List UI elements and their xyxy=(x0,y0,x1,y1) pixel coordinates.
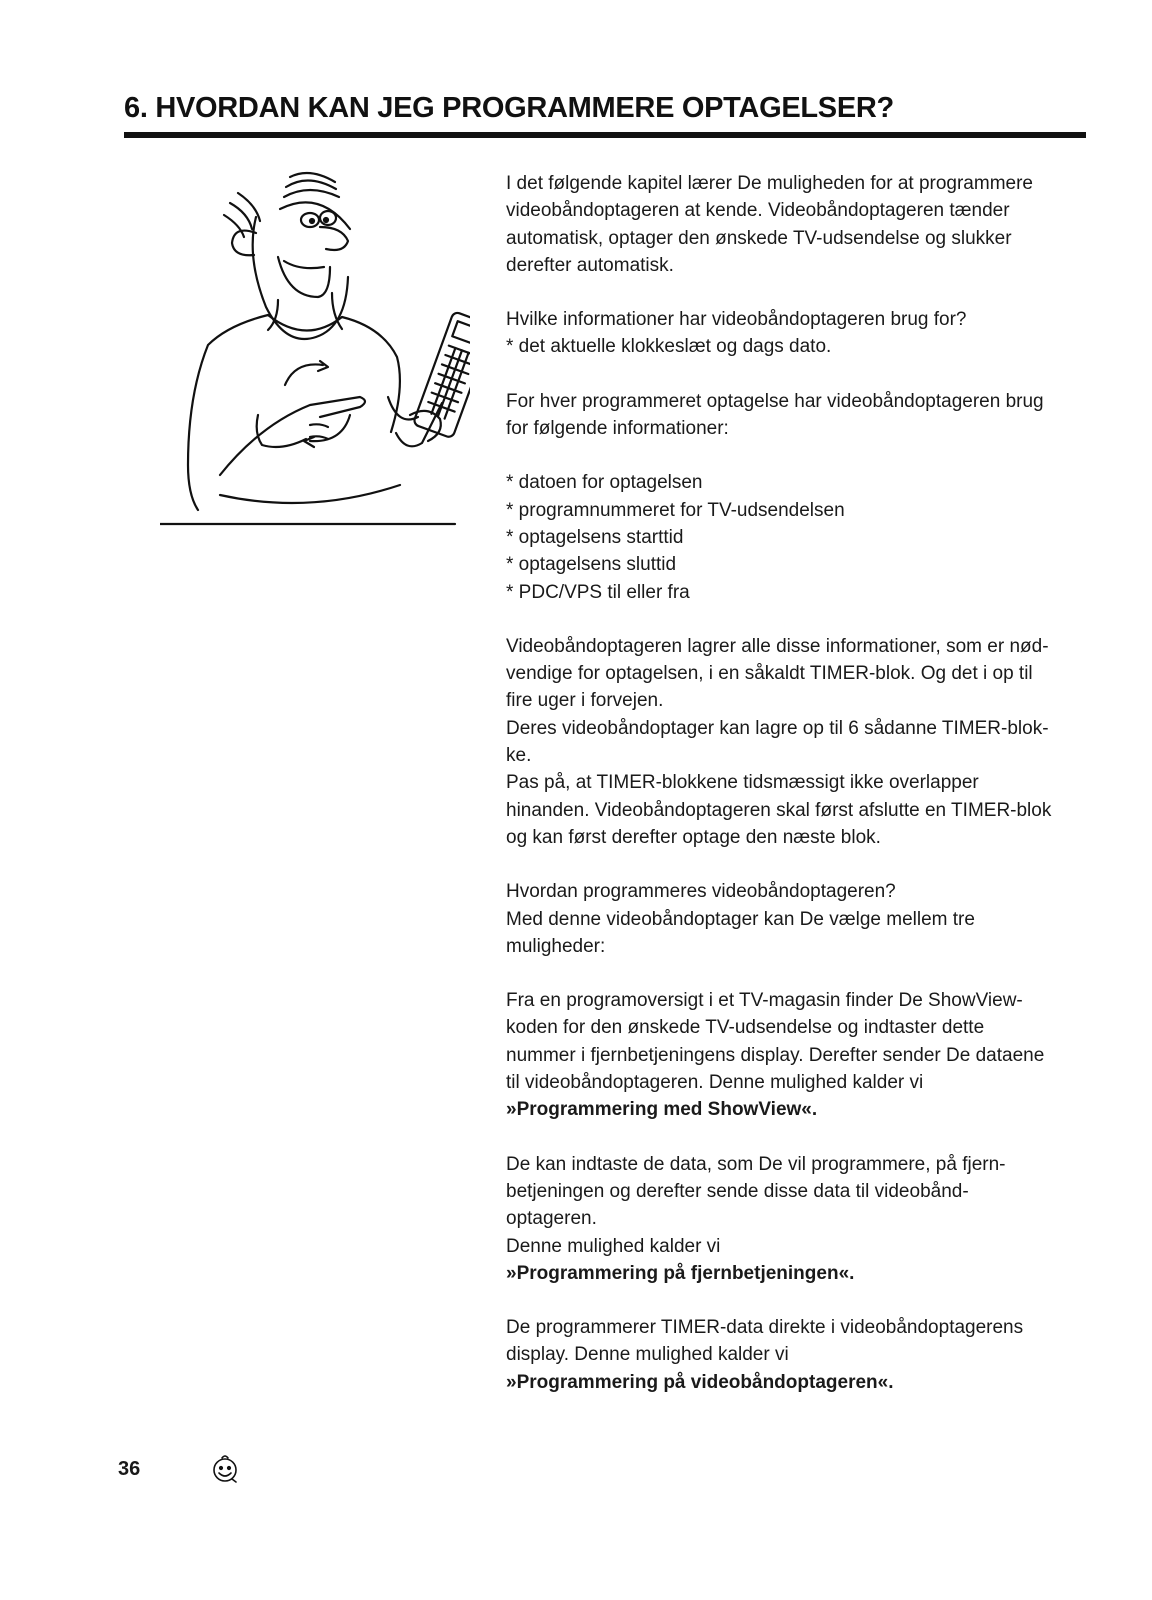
how-line: muligheder: xyxy=(506,935,606,957)
showview-line: Fra en programoversigt i et TV-magasin finder De ShowView- xyxy=(506,990,1023,1012)
vcr-line: display. Denne mulighed kalder vi xyxy=(506,1344,789,1366)
main-text-column xyxy=(506,170,1096,1396)
smiley-icon xyxy=(208,1452,242,1486)
info-list-item: * optagelsens starttid xyxy=(506,526,684,548)
title-underline xyxy=(124,132,1086,138)
showview-line: koden for den ønskede TV-udsendelse og indtaster dette xyxy=(506,1017,985,1039)
remote-line: Denne mulighed kalder vi xyxy=(506,1235,721,1257)
remote-line: optageren. xyxy=(506,1208,597,1230)
info-list-item: * optagelsens sluttid xyxy=(506,554,677,576)
remote-label: »Programmering på fjernbetjeningen«. xyxy=(506,1262,855,1284)
remote-line: De kan indtaste de data, som De vil programmere, på fjern- xyxy=(506,1153,1006,1175)
remote-line: betjeningen og derefter sende disse data til videobånd- xyxy=(506,1180,969,1202)
timer-line: Videobåndoptageren lagrer alle disse informationer, som er nød- xyxy=(506,635,1049,657)
timer-line: Deres videobåndoptager kan lagre op til 6 sådanne TIMER-blok- xyxy=(506,717,1049,739)
timer-line: fire uger i forvejen. xyxy=(506,690,664,712)
how-line: Med denne videobåndoptager kan De vælge mellem tre xyxy=(506,908,975,930)
vcr-line: De programmerer TIMER-data direkte i videobåndoptagerens xyxy=(506,1317,1024,1339)
showview-label: »Programmering med ShowView«. xyxy=(506,1099,818,1121)
timer-line: og kan først derefter optage den næste blok. xyxy=(506,826,881,848)
timer-line: ke. xyxy=(506,745,532,767)
intro-line: automatisk, optager den ønskede TV-udsendelse og slukker xyxy=(506,227,1012,249)
per-recording-line: For hver programmeret optagelse har videobåndoptageren brug xyxy=(506,390,1044,412)
question-line: Hvilke informationer har videobåndoptageren brug for? xyxy=(506,309,967,331)
showview-line: nummer i fjernbetjeningens display. Derefter sender De dataene xyxy=(506,1044,1045,1066)
intro-line: derefter automatisk. xyxy=(506,254,674,276)
timer-line: hinanden. Videobåndoptageren skal først afslutte en TIMER-blok xyxy=(506,799,1052,821)
per-recording-line: for følgende informationer: xyxy=(506,418,729,440)
info-list-item: * programnummeret for TV-udsendelsen xyxy=(506,499,845,521)
page-title: 6. HVORDAN KAN JEG PROGRAMMERE OPTAGELSER? xyxy=(124,92,894,124)
intro-line: videobåndoptageren at kende. Videobåndoptageren tænder xyxy=(506,200,1010,222)
question-line: * det aktuelle klokkeslæt og dags dato. xyxy=(506,336,832,358)
vcr-label: »Programmering på videobåndoptageren«. xyxy=(506,1371,894,1393)
timer-line: Pas på, at TIMER-blokkene tidsmæssigt ikke overlapper xyxy=(506,772,979,794)
timer-line: vendige for optagelsen, i en såkaldt TIMER-blok. Og det i op til xyxy=(506,663,1033,685)
cartoon-man-with-remote-illustration xyxy=(160,165,470,540)
intro-line: I det følgende kapitel lærer De muligheden for at programmere xyxy=(506,173,1033,194)
page-number: 36 xyxy=(118,1458,141,1480)
how-line: Hvordan programmeres videobåndoptageren? xyxy=(506,881,896,903)
info-list-item: * PDC/VPS til eller fra xyxy=(506,581,690,603)
showview-line: til videobåndoptageren. Denne mulighed kalder vi xyxy=(506,1072,924,1094)
info-list-item: * datoen for optagelsen xyxy=(506,472,703,494)
